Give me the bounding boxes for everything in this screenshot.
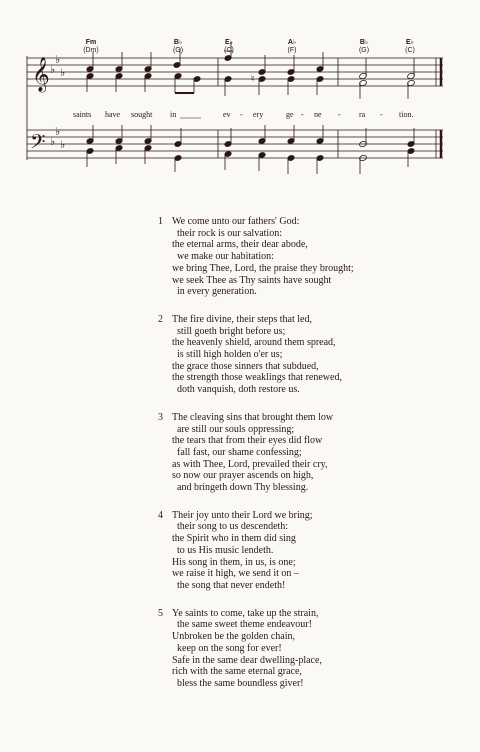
lyric-hyphen: -	[240, 110, 243, 119]
verse-line: the Spirit who in them did sing	[172, 533, 296, 545]
verse-line: as with Thee, Lord, prevailed their cry,	[172, 458, 328, 470]
chord-symbol: E♭	[406, 39, 414, 46]
verse-line: to us His music lendeth.	[177, 544, 274, 556]
lyric-syllable: ra	[359, 110, 366, 119]
lyric-syllable: have	[105, 110, 121, 119]
verse	[158, 216, 458, 298]
chord-alt-symbol: (C)	[224, 47, 234, 54]
verse-line: is still high holden o'er us;	[177, 349, 283, 361]
verse	[158, 412, 458, 494]
treble-clef-icon: 𝄞	[32, 57, 50, 92]
verse-line: we make our habitation:	[177, 251, 274, 263]
chord-alt-symbol: (C)	[405, 47, 415, 54]
verse-line: their rock is our salvation:	[177, 227, 282, 239]
chord-symbol: B♭	[359, 39, 369, 46]
verse-line: fall fast, our shame confessing;	[177, 446, 302, 458]
lyrics-line	[73, 110, 413, 119]
chord-alt-symbol: (G)	[172, 47, 184, 54]
verse-line: the same sweet theme endeavour!	[177, 619, 312, 631]
lyric-hyphen: -	[380, 110, 383, 119]
verse-line: are still our souls oppressing;	[177, 423, 295, 435]
chord-symbol: Fm	[85, 39, 97, 46]
chord-symbol: A♭	[287, 39, 297, 46]
verse-line: the song that never endeth!	[177, 579, 286, 591]
verse-line: Unbroken be the golden chain,	[172, 631, 296, 643]
svg-text:♭: ♭	[50, 135, 56, 148]
chord-symbol: E♭	[225, 39, 233, 46]
lyric-syllable: ne	[314, 110, 322, 119]
verse-line: the tears that from their eyes did flow	[172, 435, 323, 447]
lyric-syllable: ery	[253, 110, 264, 119]
verse-line: The cleaving sins that brought them low	[172, 411, 334, 423]
lyric-syllable: in	[170, 110, 177, 119]
verse-number: 2	[158, 313, 163, 325]
natural-sign-icon: ♮	[251, 74, 255, 85]
lyric-hyphen: -	[338, 110, 341, 119]
verse-line: and bringeth down Thy blessing.	[177, 482, 309, 494]
verse-line: His song in them, in us, is one;	[172, 556, 296, 568]
verse-line: we bring Thee, Lord, the praise they brought;	[172, 262, 354, 274]
verse-line: We come unto our fathers' God:	[172, 216, 300, 227]
verse-line: so now our prayer ascends on high,	[172, 470, 314, 482]
lyric-hyphen: -	[301, 110, 304, 119]
verse-number: 5	[158, 607, 163, 619]
verse-line: Their joy unto their Lord we bring;	[172, 509, 313, 521]
verse-line: the eternal arms, their dear abode,	[172, 239, 308, 251]
lyric-syllable: saints	[73, 110, 92, 119]
svg-text:♭: ♭	[60, 138, 66, 151]
barlines	[218, 58, 436, 158]
chord-symbol: B♭	[173, 39, 183, 46]
svg-text:♭: ♭	[50, 63, 56, 76]
svg-text:♭: ♭	[60, 66, 66, 79]
verse-line: rich with the same eternal grace,	[172, 666, 302, 678]
verse-number: 4	[158, 509, 163, 521]
verse-line: The fire divine, their steps that led,	[172, 313, 312, 325]
verse-line: their song to us descendeth:	[177, 521, 289, 533]
lyric-syllable: tion.	[399, 110, 414, 119]
verse-line: the strength those weaklings that renewed,	[172, 372, 342, 384]
verse	[158, 608, 458, 690]
svg-text:♭: ♭	[55, 125, 61, 138]
verse-line: doth vanquish, doth restore us.	[177, 384, 300, 396]
lyric-syllable: ge	[286, 110, 294, 119]
verse-line: we raise it high, we send it on –	[172, 568, 299, 580]
verse-line: we seek Thee as Thy saints have sought	[172, 274, 332, 286]
bass-clef-icon: 𝄢	[30, 130, 46, 158]
lyric-syllable: sought	[131, 110, 153, 119]
verse-line: still goeth bright before us;	[177, 325, 286, 337]
lyric-syllable: ev	[223, 110, 231, 119]
verse-line: the heavenly shield, around them spread,	[172, 337, 336, 349]
chord-alt-symbol: (G)	[358, 47, 370, 54]
verse-number: 3	[158, 411, 163, 423]
verse-line: in every generation.	[177, 286, 257, 298]
bass-notes	[86, 125, 415, 174]
verse-line: keep on the song for ever!	[177, 642, 282, 654]
chord-symbols	[83, 38, 415, 54]
verse	[158, 510, 458, 592]
chord-alt-symbol: (Dm)	[83, 47, 99, 54]
svg-text:♭: ♭	[55, 53, 61, 66]
verse-line: Ye saints to come, take up the strain,	[172, 607, 319, 619]
verse-line: Safe in the same dear dwelling-place,	[172, 654, 322, 666]
key-signature-treble	[50, 53, 65, 79]
verse-line: the grace those sinners that subdued,	[172, 360, 319, 372]
verses-section	[158, 216, 458, 706]
music-score	[0, 0, 480, 200]
verse	[158, 314, 458, 396]
verse-number: 1	[158, 216, 163, 227]
key-signature-bass	[50, 125, 65, 151]
chord-alt-symbol: (F)	[287, 47, 297, 54]
verse-line: bless the same boundless giver!	[177, 677, 304, 689]
